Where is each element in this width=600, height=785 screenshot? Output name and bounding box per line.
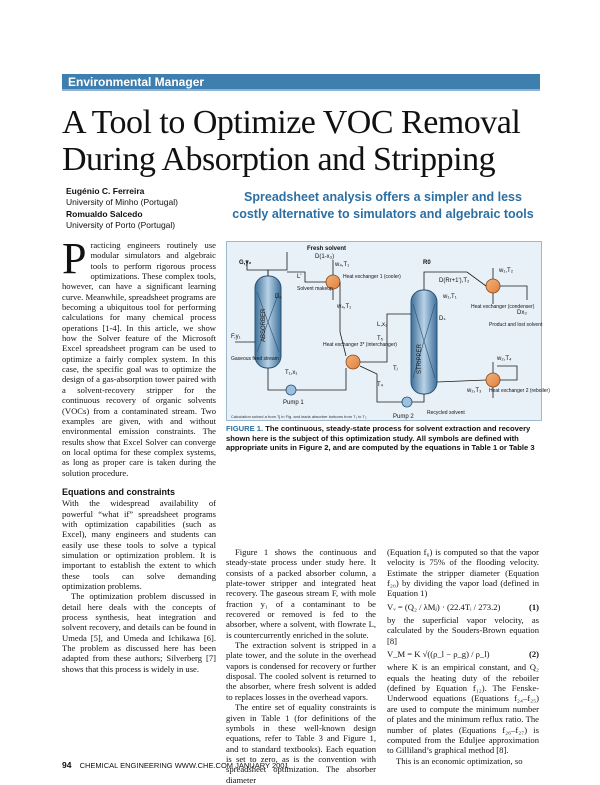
fig-label: D(1-x₃) bbox=[315, 254, 335, 260]
pump-2-icon bbox=[402, 397, 412, 407]
equation-2-number: (2) bbox=[528, 649, 539, 660]
fig-label: Pump 1 bbox=[283, 400, 304, 406]
equation-2-text: V_M = K √((ρ_l − ρ_g) / ρ_l) bbox=[387, 649, 490, 660]
equation-1-text: Vᵥ = (Q₂ / λMⱼ) · (22.4Tᵢ / 273.2) bbox=[387, 601, 501, 612]
title-line-1: A Tool to Optimize VOC Removal bbox=[62, 104, 521, 141]
fig-label: D(Rr+1'),T₂ bbox=[439, 278, 470, 284]
equation-1-number: (1) bbox=[528, 601, 539, 612]
paragraph: The optimization problem discussed in detail here deals with the concepts of process synthesis, heat integration and solvent recovery, and details can be found in Umeda [5], and Umeda and Ichikawa [6]. The problem as discussed here has been adapted from these authors; Silverberg [7] shows that this process is widely in use. bbox=[62, 591, 216, 674]
fig-label: w₄,T₁ bbox=[337, 304, 352, 310]
column-3 bbox=[387, 547, 539, 766]
fig-label: T₄ bbox=[377, 382, 384, 388]
fig-label: Dₛ bbox=[439, 316, 446, 322]
fig-label: L' bbox=[297, 274, 302, 280]
section-label: Environmental Manager bbox=[68, 75, 205, 89]
caption-label: FIGURE 1. bbox=[226, 424, 264, 433]
fig-label: Heat exchanger (condenser) bbox=[471, 304, 535, 310]
figure-caption bbox=[226, 424, 542, 453]
paragraph: (Equation f₆) is computed so that the vapor velocity is 75% of the flooding velocity. Estimate the stripper diameter (Equation f₂₀) by dividing the vapor load (defined in Equation 1) bbox=[387, 547, 539, 599]
fig-label: Recycled solvent bbox=[427, 410, 465, 416]
fig-label: Heat exchanger 2 (reboiler) bbox=[489, 388, 550, 394]
article-title bbox=[62, 104, 542, 178]
fig-label: G,y₂ bbox=[239, 260, 252, 266]
paragraph: The extraction solvent is stripped in a plate tower, and the solute in the overhead vapors is condensed for recovery or further disposal. The cooled solvent is returned to the absorber, where fresh solvent is added to replaces losses in the overhead vapors. bbox=[226, 640, 376, 702]
journal-info: CHEMICAL ENGINEERING WWW.CHE.COM JANUARY 2001 bbox=[79, 761, 289, 770]
fig-label: Dx₃ bbox=[517, 310, 527, 316]
fig-label: Calculation solved a from Tj in Fig. and leads absorber bottoms from T₁ to T₂ bbox=[231, 414, 367, 419]
title-line-2: During Absorption and Stripping bbox=[62, 141, 496, 178]
stripper-label: STRIPPER bbox=[417, 343, 423, 374]
paragraph: With the widespread availability of powerful “what if” spreadsheet programs with optimization capabilities (such as Excel), many engineers and students can easily use these tools to solve a typical simulation or optimization problem. It is important to establish the extent to which these tools can solve demanding optimization problems. bbox=[62, 498, 216, 591]
fig-label: Tⱼ bbox=[393, 366, 398, 372]
authors bbox=[66, 186, 178, 232]
fig-label: w₂,T₄ bbox=[497, 356, 512, 362]
subtitle-line-1: Spreadsheet analysis offers a simpler and less bbox=[244, 190, 522, 204]
subtitle-line-2: costly alternative to simulators and algebraic tools bbox=[232, 207, 534, 221]
drop-cap: P bbox=[62, 234, 87, 283]
section-bar bbox=[62, 74, 540, 91]
pump-1-icon bbox=[286, 385, 296, 395]
fig-label: Heat exchanger 1 (cooler) bbox=[343, 274, 401, 280]
paragraph: Figure 1 shows the continuous and steady-state process under study here. It consists of a packed absorber column, a plate-tower stripper and integrated heat recovery. The gaseous stream F, with mole fraction y₁ of a contaminant to be recovered or removed is fed to the absorber, where a solvent, with flowrate L, is countercurrently enriched in the solute. bbox=[226, 547, 376, 640]
section-heading: Equations and constraints bbox=[62, 486, 176, 497]
fig-label: F,y₁ bbox=[231, 334, 241, 340]
author-1-affiliation: University of Minho (Portugal) bbox=[66, 196, 178, 207]
caption-text: The continuous, steady-state process for solvent extraction and recovery shown here is the subject of this optimization study. All symbols are defined with appropriate units in Figure 2, and are computed by the equations in Table 1 or Table 3 bbox=[226, 424, 535, 453]
fig-label: Pump 2 bbox=[393, 414, 414, 420]
column-1 bbox=[62, 234, 216, 674]
fig-label: w₁,T₁ bbox=[443, 294, 457, 300]
intro-text: racticing engineers routinely use modular simulators and algebraic tools to perform rigorous process optimizations. These complex tools, however, can have a significant learning curve. Meanwhile, spreadsheet programs are becoming a ubiquitous tool for performing calculations for many chemical process operations [1-4]. In this article, we show how the Solver feature of the Microsoft Excel spreadsheet program can be used to optimize a fairly complex system. In this case, the specific goal was to optimize the design of a gas-absorption tower paired with a solvent-recovery stripper for the continuous recovery of organic solvents (VOCs) from a contaminated stream. Two examples are given, with and without environmental emission constraints. The results show that Excel Solver can converge on local optima for these complex systems, as long as proper care is taken during the solution procedure. bbox=[62, 240, 216, 478]
column-2 bbox=[226, 547, 376, 785]
equation-2 bbox=[387, 649, 539, 659]
fig-label: Solvent makeup bbox=[297, 286, 333, 292]
absorber-label: ABSORBER bbox=[261, 308, 267, 342]
fig-label: Dₐ bbox=[275, 294, 282, 300]
fig-label: Heat exchanger 3* (interchanger) bbox=[323, 342, 397, 348]
author-2-affiliation: University of Porto (Portugal) bbox=[66, 219, 176, 230]
subtitle bbox=[223, 189, 543, 223]
reboiler-icon bbox=[486, 373, 500, 387]
fig-label: T₅ bbox=[377, 336, 384, 342]
paragraph: where K is an empirical constant, and Q₂ equals the heating duty of the reboiler (defined by Equation f₁₂). The Fenske-Underwood equations (Equations f₂₄–f₂₅) are used to compute the minimum number of plates and the minimum reflux ratio. The number of plates (Equations f₂₆–f₂₇) is computed from the Eduljee approximation to Gilliland’s graphical method [8]. bbox=[387, 662, 539, 756]
fig-label: Fresh solvent bbox=[307, 246, 347, 252]
figure-1-diagram bbox=[226, 241, 550, 421]
author-1-name: Eugénio C. Ferreira bbox=[66, 186, 145, 196]
paragraph: This is an economic optimization, so bbox=[396, 755, 523, 766]
fig-label: Product and lost solvent bbox=[489, 322, 543, 328]
author-2-name: Romualdo Salcedo bbox=[66, 209, 143, 219]
fig-label: w₄,T₁ bbox=[335, 262, 350, 268]
page-footer bbox=[62, 760, 289, 770]
heat-exchanger-3-icon bbox=[346, 355, 360, 369]
paragraph: by the superficial vapor velocity, as calculated by the Souders-Brown equation [8] bbox=[387, 615, 539, 646]
fig-label: w₁,T₂ bbox=[499, 268, 514, 274]
equation-1 bbox=[387, 602, 539, 612]
fig-label: w₂,T₃ bbox=[467, 388, 482, 394]
paragraph: The entire set of equality constraints is given in Table 1 (for definitions of the symbols in these well-known design equations, refer to Table 3 and Figure 1, and to standard textbooks). Each equation is set to zero, as is the convention with spreadsheet optimization. The absorber diameter bbox=[226, 702, 376, 785]
fig-label: L,x₂ bbox=[377, 322, 388, 328]
intro-paragraph bbox=[62, 234, 216, 478]
page-number: 94 bbox=[62, 760, 72, 770]
fig-label: T₁,x₁ bbox=[285, 370, 298, 376]
condenser-icon bbox=[486, 279, 500, 293]
fig-label: Gaseous feed stream bbox=[231, 356, 279, 362]
fig-label: R0 bbox=[423, 260, 431, 266]
